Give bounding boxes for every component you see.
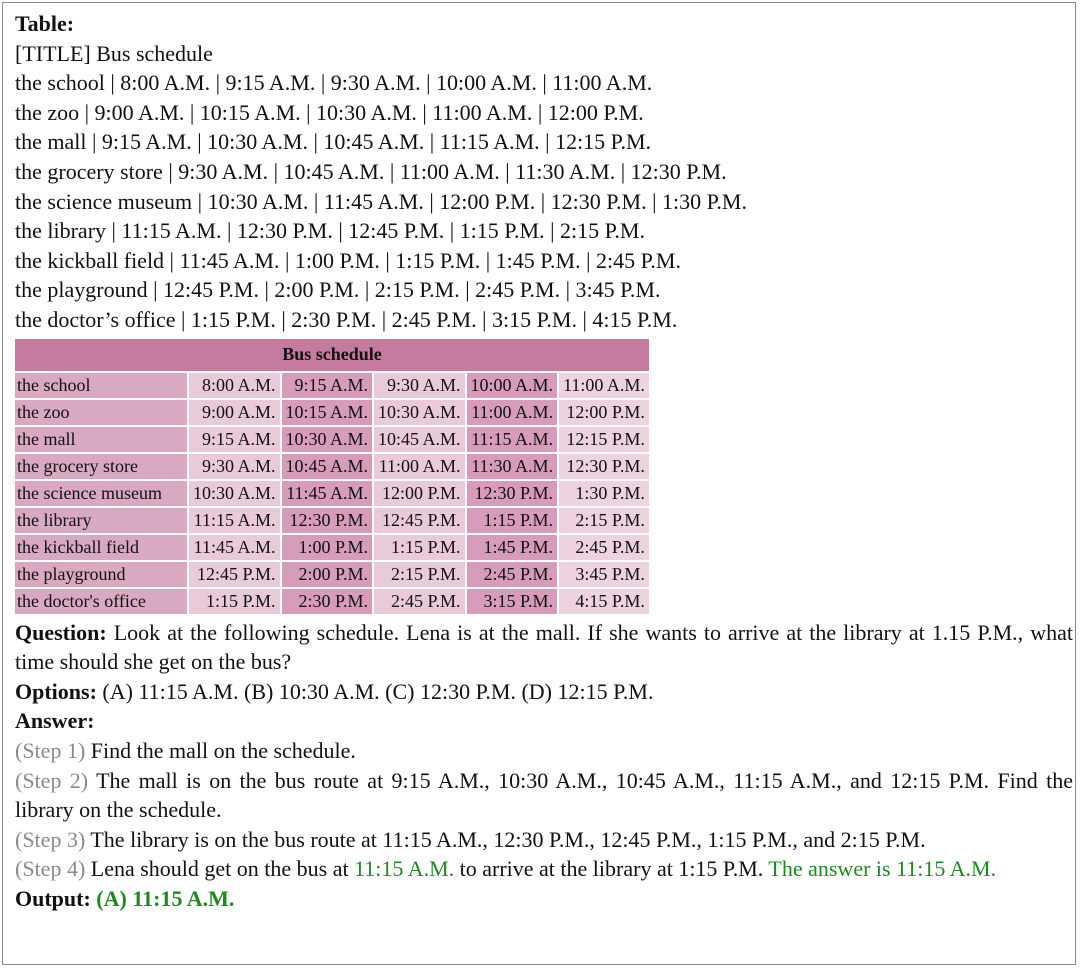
time-cell: 12:45 P.M. bbox=[374, 508, 465, 533]
step-4 bbox=[15, 854, 1073, 884]
time-cell: 11:00 A.M. bbox=[467, 400, 558, 425]
text-row: the zoo | 9:00 A.M. | 10:15 A.M. | 10:30 A.M. | 11:00 A.M. | 12:00 P.M. bbox=[15, 99, 644, 125]
stop-cell: the playground bbox=[15, 562, 187, 587]
table-row bbox=[15, 454, 649, 479]
document-frame bbox=[2, 2, 1076, 965]
time-cell: 9:15 A.M. bbox=[282, 373, 373, 398]
time-cell: 11:30 A.M. bbox=[467, 454, 558, 479]
stop-cell: the kickball field bbox=[15, 535, 187, 560]
step-label: (Step 1) bbox=[15, 737, 86, 763]
step-1 bbox=[15, 736, 1073, 766]
step-2 bbox=[15, 766, 1073, 825]
step-label: (Step 2) bbox=[15, 767, 89, 793]
time-cell: 3:45 P.M. bbox=[559, 562, 649, 587]
bus-schedule-table bbox=[13, 337, 651, 616]
conclusion-text: The answer is 11:15 A.M. bbox=[768, 856, 997, 882]
time-cell: 2:45 P.M. bbox=[374, 589, 465, 614]
time-cell: 2:30 P.M. bbox=[282, 589, 373, 614]
stop-cell: the grocery store bbox=[15, 454, 187, 479]
time-cell: 2:00 P.M. bbox=[282, 562, 373, 587]
output-block bbox=[15, 884, 1073, 914]
time-cell: 12:30 P.M. bbox=[467, 481, 558, 506]
time-cell: 1:45 P.M. bbox=[467, 535, 558, 560]
time-cell: 12:45 P.M. bbox=[189, 562, 280, 587]
time-cell: 9:30 A.M. bbox=[189, 454, 280, 479]
time-cell: 10:00 A.M. bbox=[467, 373, 558, 398]
stop-cell: the zoo bbox=[15, 400, 187, 425]
question-block bbox=[15, 618, 1073, 677]
step-label: (Step 4) bbox=[15, 856, 86, 882]
time-cell: 12:15 P.M. bbox=[559, 427, 649, 452]
text-row: the library | 11:15 A.M. | 12:30 P.M. | 12:45 P.M. | 1:15 P.M. | 2:15 P.M. bbox=[15, 218, 645, 244]
step-text: Lena should get on the bus at bbox=[85, 856, 355, 882]
stop-cell: the mall bbox=[15, 427, 187, 452]
table-title: Bus schedule bbox=[15, 339, 649, 371]
time-cell: 12:30 P.M. bbox=[559, 454, 649, 479]
title-line: [TITLE] Bus schedule bbox=[15, 40, 213, 66]
table-row bbox=[15, 535, 649, 560]
question-text: Look at the following schedule. Lena is at the mall. If she wants to arrive at the library at 1.15 P.M., what time should she get on the bus? bbox=[15, 619, 1073, 675]
answer-label: Answer: bbox=[15, 708, 95, 734]
time-cell: 11:15 A.M. bbox=[189, 508, 280, 533]
table-row bbox=[15, 481, 649, 506]
time-cell: 1:00 P.M. bbox=[282, 535, 373, 560]
text-row: the playground | 12:45 P.M. | 2:00 P.M. | 2:15 P.M. | 2:45 P.M. | 3:45 P.M. bbox=[15, 277, 661, 303]
table-label: Table: bbox=[15, 11, 75, 36]
text-schedule-rows bbox=[15, 68, 1073, 334]
stop-cell: the doctor's office bbox=[15, 589, 187, 614]
time-cell: 8:00 A.M. bbox=[189, 373, 280, 398]
step-text: to arrive at the library at 1:15 P.M. bbox=[454, 856, 769, 882]
time-cell: 1:15 P.M. bbox=[374, 535, 465, 560]
highlight-time: 11:15 A.M. bbox=[354, 856, 455, 882]
time-cell: 3:15 P.M. bbox=[467, 589, 558, 614]
time-cell: 2:45 P.M. bbox=[467, 562, 558, 587]
time-cell: 10:30 A.M. bbox=[189, 481, 280, 506]
step-text: The mall is on the bus route at 9:15 A.M., 10:30 A.M., 10:45 A.M., 11:15 A.M., and 12:15 P.M. Find the library on the schedule. bbox=[15, 767, 1074, 823]
table-body bbox=[15, 373, 649, 614]
table-row bbox=[15, 373, 649, 398]
step-text: The library is on the bus route at 11:15 A.M., 12:30 P.M., 12:45 P.M., 1:15 P.M., and 2:15 P.M. bbox=[85, 826, 926, 852]
time-cell: 9:00 A.M. bbox=[189, 400, 280, 425]
time-cell: 2:45 P.M. bbox=[559, 535, 649, 560]
text-row: the school | 8:00 A.M. | 9:15 A.M. | 9:30 A.M. | 10:00 A.M. | 11:00 A.M. bbox=[15, 70, 653, 96]
time-cell: 1:30 P.M. bbox=[559, 481, 649, 506]
table-row bbox=[15, 400, 649, 425]
time-cell: 11:00 A.M. bbox=[374, 454, 465, 479]
options-block bbox=[15, 677, 1073, 707]
time-cell: 12:30 P.M. bbox=[282, 508, 373, 533]
text-row: the mall | 9:15 A.M. | 10:30 A.M. | 10:45 A.M. | 11:15 A.M. | 12:15 P.M. bbox=[15, 129, 652, 155]
text-row: the grocery store | 9:30 A.M. | 10:45 A.M. | 11:00 A.M. | 11:30 A.M. | 12:30 P.M. bbox=[15, 158, 727, 184]
time-cell: 1:15 P.M. bbox=[467, 508, 558, 533]
time-cell: 10:15 A.M. bbox=[282, 400, 373, 425]
stop-cell: the school bbox=[15, 373, 187, 398]
time-cell: 11:00 A.M. bbox=[559, 373, 649, 398]
document-content bbox=[15, 9, 1073, 913]
stop-cell: the library bbox=[15, 508, 187, 533]
time-cell: 11:45 A.M. bbox=[282, 481, 373, 506]
table-row bbox=[15, 562, 649, 587]
time-cell: 10:45 A.M. bbox=[374, 427, 465, 452]
time-cell: 2:15 P.M. bbox=[559, 508, 649, 533]
options-text: (A) 11:15 A.M. (B) 10:30 A.M. (C) 12:30 P.M. (D) 12:15 P.M. bbox=[96, 678, 654, 704]
time-cell: 1:15 P.M. bbox=[189, 589, 280, 614]
table-row bbox=[15, 427, 649, 452]
text-row: the kickball field | 11:45 A.M. | 1:00 P.M. | 1:15 P.M. | 1:45 P.M. | 2:45 P.M. bbox=[15, 247, 681, 273]
time-cell: 9:30 A.M. bbox=[374, 373, 465, 398]
question-label: Question: bbox=[15, 619, 107, 645]
time-cell: 9:15 A.M. bbox=[189, 427, 280, 452]
table-row bbox=[15, 508, 649, 533]
time-cell: 11:45 A.M. bbox=[189, 535, 280, 560]
text-row: the science museum | 10:30 A.M. | 11:45 A.M. | 12:00 P.M. | 12:30 P.M. | 1:30 P.M. bbox=[15, 188, 747, 214]
time-cell: 10:45 A.M. bbox=[282, 454, 373, 479]
step-text: Find the mall on the schedule. bbox=[85, 737, 356, 763]
time-cell: 12:00 P.M. bbox=[374, 481, 465, 506]
time-cell: 11:15 A.M. bbox=[467, 427, 558, 452]
options-label: Options: bbox=[15, 678, 97, 704]
step-3 bbox=[15, 825, 1073, 855]
time-cell: 12:00 P.M. bbox=[559, 400, 649, 425]
time-cell: 10:30 A.M. bbox=[374, 400, 465, 425]
output-label: Output: bbox=[15, 885, 91, 911]
time-cell: 4:15 P.M. bbox=[559, 589, 649, 614]
time-cell: 2:15 P.M. bbox=[374, 562, 465, 587]
output-value: (A) 11:15 A.M. bbox=[96, 885, 235, 911]
time-cell: 10:30 A.M. bbox=[282, 427, 373, 452]
stop-cell: the science museum bbox=[15, 481, 187, 506]
step-label: (Step 3) bbox=[15, 826, 86, 852]
text-row: the doctor’s office | 1:15 P.M. | 2:30 P.M. | 2:45 P.M. | 3:15 P.M. | 4:15 P.M. bbox=[15, 306, 678, 332]
table-row bbox=[15, 589, 649, 614]
